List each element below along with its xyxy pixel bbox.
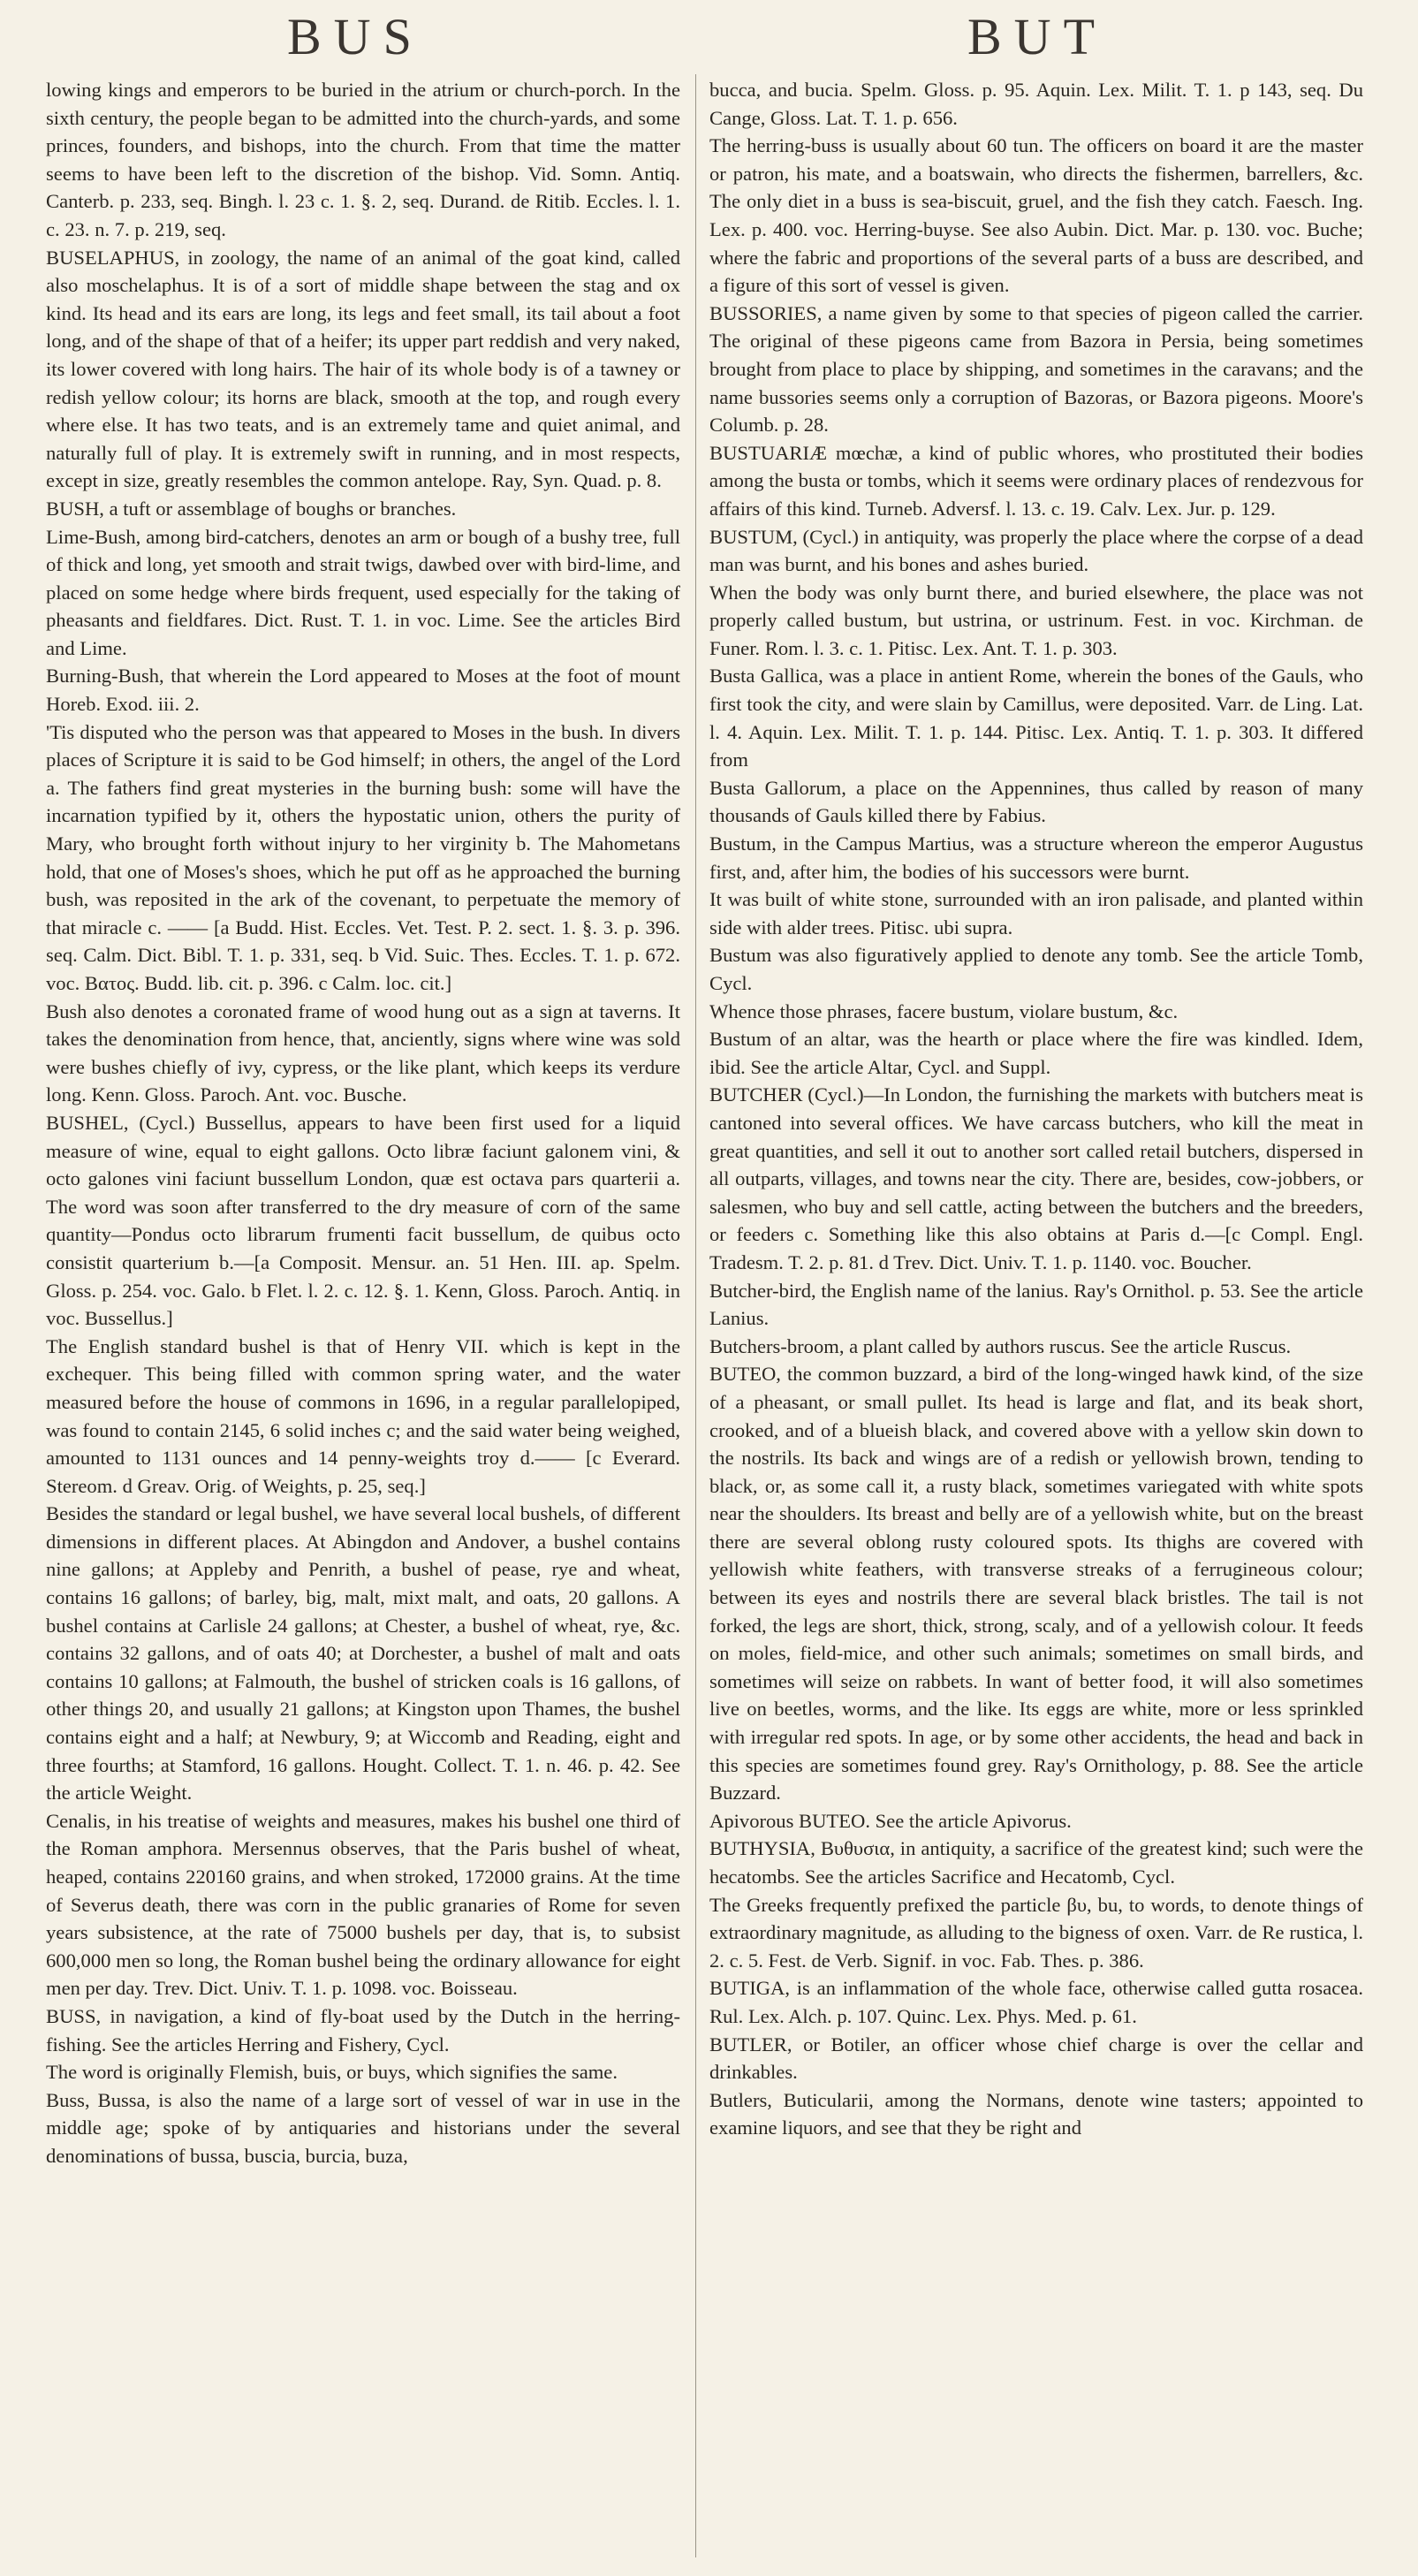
entry-butiga: BUTIGA, is an inflammation of the whole face, otherwise called gutta rosacea. Rul. Lex. Alch. p. 107. Quinc. Lex. Phys. Med. p. 61. bbox=[709, 1977, 1363, 2027]
entry-bush: BUSH, a tuft or assemblage of boughs or branches. bbox=[46, 497, 457, 520]
entry-butcher: BUTCHER (Cycl.)—In London, the furnishing the markets with butchers meat is cantoned into several offices. We have carcass butchers, who kill the meat in great quantities, and sell it out to another sort called retail butchers, dispersed in all outparts, villages, and towns near the city. There are, besides, cow-jobbers, or salesmen, who buy and sell cattle, acting between the butchers and the breeders, or feeders c. Something like this also obtains at Paris d.—[c Compl. Engl. Tradesm. T. 2. p. 81. d Trev. Dict. Univ. T. 1. p. 1140. voc. Boucher. bbox=[709, 1083, 1363, 1273]
entry-buss-continued: bucca, and bucia. Spelm. Gloss. p. 95. Aquin. Lex. Milit. T. 1. p 143, seq. Du Cange, Gloss. Lat. T. 1. p. 656. bbox=[709, 79, 1363, 129]
entry-buss: BUSS, in navigation, a kind of fly-boat used by the Dutch in the herring-fishing. See the articles Herring and Fishery, Cycl. bbox=[46, 2004, 680, 2055]
entry-buthysia-greeks: The Greeks frequently prefixed the particle βυ, bu, to words, to denote things of extraordinary magnitude, as alluding to the bigness of oxen. Varr. de Re rustica, l. 2. c. 5. Fest. de Verb. Signif. in voc. Fab. Thes. p. 386. bbox=[709, 1893, 1363, 1972]
running-head-right: BUT bbox=[967, 8, 1107, 65]
entry-butlers: Butlers, Buticularii, among the Normans, denote wine tasters; appointed to examine liquors, and see that they be right and bbox=[709, 2088, 1363, 2139]
entry-burning-bush: Burning-Bush, that wherein the Lord appeared to Moses at the foot of mount Horeb. Exod. iii. 2. bbox=[46, 665, 680, 716]
entry-buteo: BUTEO, the common buzzard, a bird of the long-winged hawk kind, of the size of a pheasant, or small pullet. Its head is large and flat, and its beak short, crooked, and of a blueish black, and covered above with a yellow skin down to the nostrils. Its back and wings are of a redish or yellowish brown, tending to black, or, as some call it, a rusty black, sometimes variegated with white spots near the shoulders. Its breast and belly are of a yellowish white, but on the breast there are several oblong rusty coloured spots. Its thighs are covered with yellowish white feathers, with transverse streaks of a ferrugineous colour; between its eyes and nostrils there are several black bristles. The tail is not forked, the legs are short, thick, strong, scaly, and of a yellowish colour. It feeds on moles, field-mice, and other such animals; sometimes on small birds, and sometimes will seize on rabbets. In want of better food, it will also sometimes live on beetles, worms, and the like. Its eggs are white, more or less sprinkled with irregular red spots. In age, or by some other accidents, the head and back in this species are sometimes found grey. Ray's Ornithology, p. 88. See the article Buzzard. bbox=[709, 1363, 1363, 1805]
entry-bushel-cenalis: Cenalis, in his treatise of weights and measures, makes his bushel one third of the Roman amphora. Mersennus observes, that the Paris bushel of wheat, heaped, contains 220160 grains, and when stroked, 172000 grains. At the time of Severus death, there was corn in the public granaries of Rome for seven years subsistence, at the rate of 75000 bushels per day, that is, to subsist 600,000 men so long, the Roman bushel being the ordinary allowance for eight men per day. Trev. Dict. Univ. T. 1. p. 1098. voc. Boisseau. bbox=[46, 1809, 680, 2000]
entry-bustum: BUSTUM, (Cycl.) in antiquity, was properly the place where the corpse of a dead man was burnt, and his bones and ashes buried. bbox=[709, 525, 1363, 576]
entry-lime-bush: Lime-Bush, among bird-catchers, denotes an arm or bough of a bushy tree, full of thick and long, yet smooth and strait twigs, dawbed over with bird-lime, and placed on some hedge where birds frequent, used especially for the taking of pheasants and fieldfares. Dict. Rust. T. 1. in voc. Lime. See the articles Bird and Lime. bbox=[46, 525, 680, 659]
entry-bustum-altar: Bustum of an altar, was the hearth or place where the fire was kindled. Idem, ibid. See the article Altar, Cycl. and Suppl. bbox=[709, 1028, 1363, 1078]
entry-burning-bush-disputed: 'Tis disputed who the person was that appeared to Moses in the bush. In divers places of Scripture it is said to be God himself; in others, the angel of the Lord a. The fathers find great mysteries in the burning bush: some will have the incarnation typified by it, others the hypostatic union, others the purity of Mary, who brought forth without injury to her virginity b. The Mahometans hold, that one of Moses's shoes, which he put off as he approached the burning bush, was reposited in the ark of the covenant, to perpetuate the memory of that miracle c. —— [a Budd. Hist. Eccles. Vet. Test. P. 2. sect. 1. §. 3. p. 396. seq. Calm. Dict. Bibl. T. 1. p. 331, seq. b Vid. Suic. Thes. Eccles. T. 1. p. 672. voc. Βατος. Budd. lib. cit. p. 396. c Calm. loc. cit.] bbox=[46, 720, 680, 994]
left-column bbox=[46, 76, 680, 2568]
entry-buthysia: BUTHYSIA, Βυθυσια, in antiquity, a sacrifice of the greatest kind; such were the hecatombs. See the articles Sacrifice and Hecatomb, Cycl. bbox=[709, 1837, 1363, 1888]
right-column bbox=[709, 76, 1363, 2568]
running-head-left: BUS bbox=[287, 8, 424, 65]
entry-bustuariae: BUSTUARIÆ mœchæ, a kind of public whores, who prostituted their bodies among the busta or tombs, which it seems were ordinary places of rendezvous for affairs of this kind. Turneb. Adversf. l. 13. c. 19. Calv. Lex. Jur. p. 129. bbox=[709, 441, 1363, 520]
entry-busta-gallica: Busta Gallica, was a place in antient Rome, wherein the bones of the Gauls, who first took the city, and were slain by Camillus, were deposited. Varr. de Ling. Lat. l. 4. Aquin. Lex. Milit. T. 1. p. 144. Pitisc. Lex. Antiq. T. 1. p. 303. It differed from bbox=[709, 665, 1363, 771]
entry-bustum-white-stone: It was built of white stone, surrounded with an iron palisade, and planted within side with alder trees. Pitisc. ubi supra. bbox=[709, 888, 1363, 938]
entry-bushel-english-standard: The English standard bushel is that of Henry VII. which is kept in the exchequer. This being filled with common spring water, and the water measured before the house of commons in 1696, in a regular parallelopiped, was found to contain 2145, 6 solid inches c; and the said water being weighed, amounted to 1131 ounces and 14 penny-weights troy d.—— [c Everard. Stereom. d Greav. Orig. of Weights, p. 25, seq.] bbox=[46, 1334, 680, 1497]
entry-bustum-figurative: Bustum was also figuratively applied to denote any tomb. See the article Tomb, Cycl. bbox=[709, 944, 1363, 994]
entry-buss-vessel: Buss, Bussa, is also the name of a large sort of vessel of war in use in the middle age; spoke of by antiquaries and historians under the several denominations of bussa, buscia, burcia, buza, bbox=[46, 2088, 680, 2167]
entry-buselaphus: BUSELAPHUS, in zoology, the name of an animal of the goat kind, called also moschelaphus. It is of a sort of middle shape between the stag and ox kind. Its head and its ears are long, its legs and feet small, its tail about a foot long, and of the shape of that of a heifer; its upper part reddish and very naked, its lower covered with long hairs. The hair of its whole body is of a tawney or redish yellow colour; its horns are black, smooth at the top, and rough every where else. It has two teats, and is an extremely tame and quiet animal, and naturally full of play. It is extremely swift in running, and in most respects, except in size, greatly resembles the common antelope. Ray, Syn. Quad. p. 8. bbox=[46, 246, 680, 492]
entry-bustum-campus-martius: Bustum, in the Campus Martius, was a structure whereon the emperor Augustus first, and, after him, the bodies of his successors were burnt. bbox=[709, 832, 1363, 883]
entry-busta-gallorum: Busta Gallorum, a place on the Appennines, thus called by reason of many thousands of Gauls killed there by Fabius. bbox=[709, 776, 1363, 827]
entry-bush-tavern-sign: Bush also denotes a coronated frame of wood hung out as a sign at taverns. It takes the denomination from hence, that, anciently, signs where wine was sold were bushes chiefly of ivy, cypress, or the like plant, which keeps its verdure long. Kenn. Gloss. Paroch. Ant. voc. Busche. bbox=[46, 999, 680, 1106]
entry-buss-flemish: The word is originally Flemish, buis, or buys, which signifies the same. bbox=[46, 2061, 618, 2084]
entry-butcher-bird: Butcher-bird, the English name of the lanius. Ray's Ornithol. p. 53. See the article Lanius. bbox=[709, 1279, 1363, 1330]
entry-burial-continued: lowing kings and emperors to be buried in the atrium or church-porch. In the sixth century, the people began to be admitted into the church-yards, and some princes, founders, and bishops, into the church. From that time the matter seems to have been left to the discretion of the bishop. Vid. Somn. Antiq. Canterb. p. 233, seq. Bingh. l. 23 c. 1. §. 2, seq. Durand. de Ritib. Eccles. l. 1. c. 23. n. 7. p. 219, seq. bbox=[46, 79, 680, 240]
entry-apivorous-buteo: Apivorous BUTEO. See the article Apivorus. bbox=[709, 1809, 1072, 1832]
entry-butchers-broom: Butchers-broom, a plant called by authors ruscus. See the article Ruscus. bbox=[709, 1334, 1292, 1357]
entry-bushel: BUSHEL, (Cycl.) Bussellus, appears to have been first used for a liquid measure of wine, equal to eight gallons. Octo libræ faciunt galonem vini, & octo galones vini faciunt bussellum London, quæ est octava pars quarterii a. The word was soon after transferred to the dry measure of corn of the same quantity—Pondus octo librarum frumenti facit bussellum, de quibus octo consistit quarterium b.—[a Composit. Mensur. an. 51 Hen. III. ap. Spelm. Gloss. p. 254. voc. Galo. b Flet. l. 2. c. 12. §. 1. Kenn, Gloss. Paroch. Antiq. in voc. Bussellus.] bbox=[46, 1111, 680, 1330]
entry-bustum-ustrina: When the body was only burnt there, and buried elsewhere, the place was not properly called bustum, but ustrina, or ustrinum. Fest. in voc. Kirchman. de Funer. Rom. l. 3. c. 1. Pitisc. Lex. Ant. T. 1. p. 303. bbox=[709, 581, 1363, 659]
entry-butler: BUTLER, or Botiler, an officer whose chief charge is over the cellar and drinkables. bbox=[709, 2033, 1363, 2084]
entry-bustum-phrases: Whence those phrases, facere bustum, violare bustum, &c. bbox=[709, 999, 1179, 1022]
entry-bussories: BUSSORIES, a name given by some to that species of pigeon called the carrier. The original of these pigeons came from Bazora in Persia, being sometimes brought from place to place by shipping, and sometimes in the caravans; and the name bussories seems only a corruption of Bazoras, or Bazora pigeons. Moore's Columb. p. 28. bbox=[709, 301, 1363, 437]
column-divider bbox=[695, 74, 696, 2557]
entry-herring-buss: The herring-buss is usually about 60 tun. The officers on board it are the master or patron, his mate, and a boatswain, who directs the fishermen, barrellers, &c. The only diet in a buss is sea-biscuit, gruel, and the fish they catch. Faesch. Ing. Lex. p. 400. voc. Herring-buyse. See also Aubin. Dict. Mar. p. 130. voc. Buche; where the fabric and proportions of the several parts of a buss are described, and a figure of this sort of vessel is given. bbox=[709, 134, 1363, 297]
entry-bushel-local: Besides the standard or legal bushel, we have several local bushels, of different dimensions in different places. At Abingdon and Andover, a bushel contains nine gallons; at Appleby and Penrith, a bushel of pease, rye and wheat, contains 16 gallons; of barley, big, malt, mixt malt, and oats, 20 gallons. A bushel contains at Carlisle 24 gallons; at Chester, a bushel of wheat, rye, &c. contains 32 gallons, and of oats 40; at Dorchester, a bushel of malt and oats contains 10 gallons; at Falmouth, the bushel of stricken coals is 16 gallons, of other things 20, and usually 21 gallons; at Kingston upon Thames, the bushel contains eight and a half; at Newbury, 9; at Wiccomb and Reading, eight and three fourths; at Stamford, 16 gallons. Hought. Collect. T. 1. n. 46. p. 42. See the article Weight. bbox=[46, 1502, 680, 1805]
